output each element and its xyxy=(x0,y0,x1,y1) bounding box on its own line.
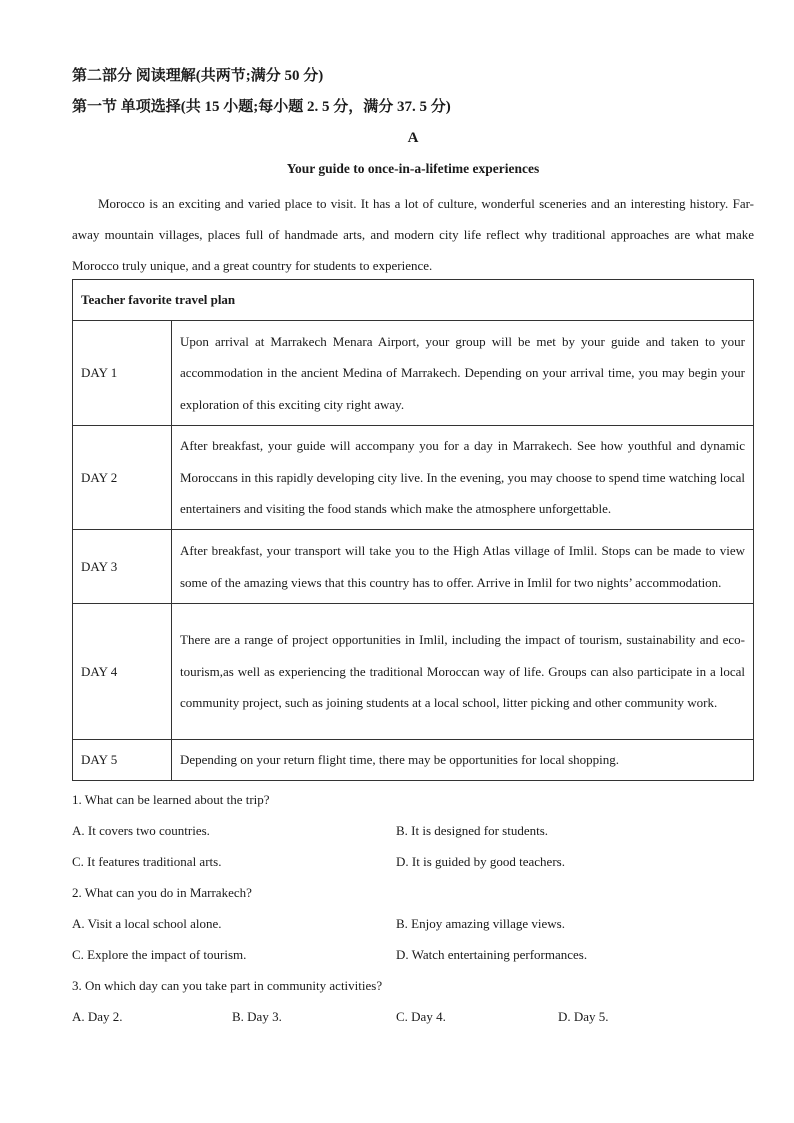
option-b[interactable]: B. Day 3. xyxy=(232,1009,282,1024)
day-label: DAY 4 xyxy=(73,604,172,740)
option-a[interactable]: A. It covers two countries. xyxy=(72,823,210,838)
section-heading: 第一节 单项选择(共 15 小题;每小题 2. 5 分，满分 37. 5 分) xyxy=(72,99,451,115)
passage-letter: A xyxy=(407,130,419,146)
option-d[interactable]: D. Day 5. xyxy=(558,1009,609,1024)
day-label: DAY 2 xyxy=(73,426,172,530)
option-a[interactable]: A. Visit a local school alone. xyxy=(72,916,222,931)
option-row xyxy=(72,908,754,939)
day-label: DAY 5 xyxy=(73,740,172,781)
question-stem: 3. On which day can you take part in community activities? xyxy=(72,978,383,993)
table-header: Teacher favorite travel plan xyxy=(73,280,754,321)
day-label: DAY 1 xyxy=(73,321,172,426)
option-c[interactable]: C. Explore the impact of tourism. xyxy=(72,947,247,962)
option-d[interactable]: D. It is guided by good teachers. xyxy=(396,854,565,869)
part-heading: 第二部分 阅读理解(共两节;满分 50 分) xyxy=(72,68,324,84)
option-c[interactable]: C. Day 4. xyxy=(396,1009,446,1024)
passage-title: Your guide to once-in-a-lifetime experiences xyxy=(286,161,540,176)
passage-intro: Morocco is an exciting and varied place to visit. It has a lot of culture, wonderful sceneries and an interesting history. Far-away mountain villages, places full of handmade arts, and modern city life reflect why traditional approaches are what make Morocco truly unique, and a great country for students to experience. xyxy=(72,196,754,273)
option-d[interactable]: D. Watch entertaining performances. xyxy=(396,947,588,962)
question-stem: 2. What can you do in Marrakech? xyxy=(72,885,252,900)
option-a[interactable]: A. Day 2. xyxy=(72,1009,123,1024)
day-description: There are a range of project opportunities in Imlil, including the impact of tourism, sustainability and eco-tourism,as well as experiencing the traditional Moroccan way of life. Groups can also participate in a local community project, such as joining students at a local school, litter picking and other community work. xyxy=(172,604,754,740)
option-row xyxy=(72,815,754,846)
option-row xyxy=(72,846,754,877)
day-label: DAY 3 xyxy=(73,530,172,604)
question-stem: 1. What can be learned about the trip? xyxy=(72,792,270,807)
option-b[interactable]: B. It is designed for students. xyxy=(396,823,549,838)
table-row xyxy=(73,321,754,426)
table-row xyxy=(73,530,754,604)
day-description: Upon arrival at Marrakech Menara Airport, your group will be met by your guide and taken to your accommodation in the ancient Medina of Marrakech. Depending on your arrival time, you may begin your exploration of this exciting city right away. xyxy=(172,321,754,426)
option-b[interactable]: B. Enjoy amazing village views. xyxy=(396,916,565,931)
table-row xyxy=(73,740,754,781)
day-description: Depending on your return flight time, there may be opportunities for local shopping. xyxy=(172,740,754,781)
table-row xyxy=(73,426,754,530)
day-description: After breakfast, your guide will accompany you for a day in Marrakech. See how youthful and dynamic Moroccans in this rapidly developing city live. In the evening, you may choose to spend time watching local entertainers and visiting the food stands which make the atmosphere unforgettable. xyxy=(172,426,754,530)
option-row xyxy=(72,1001,754,1032)
table-row xyxy=(73,604,754,740)
day-description: After breakfast, your transport will take you to the High Atlas village of Imlil. Stops can be made to view some of the amazing views that this country has to offer. Arrive in Imlil for two nights’ accommodation. xyxy=(172,530,754,604)
option-c[interactable]: C. It features traditional arts. xyxy=(72,854,222,869)
option-row xyxy=(72,939,754,970)
travel-plan-table xyxy=(72,279,754,781)
question-list xyxy=(72,784,754,1032)
